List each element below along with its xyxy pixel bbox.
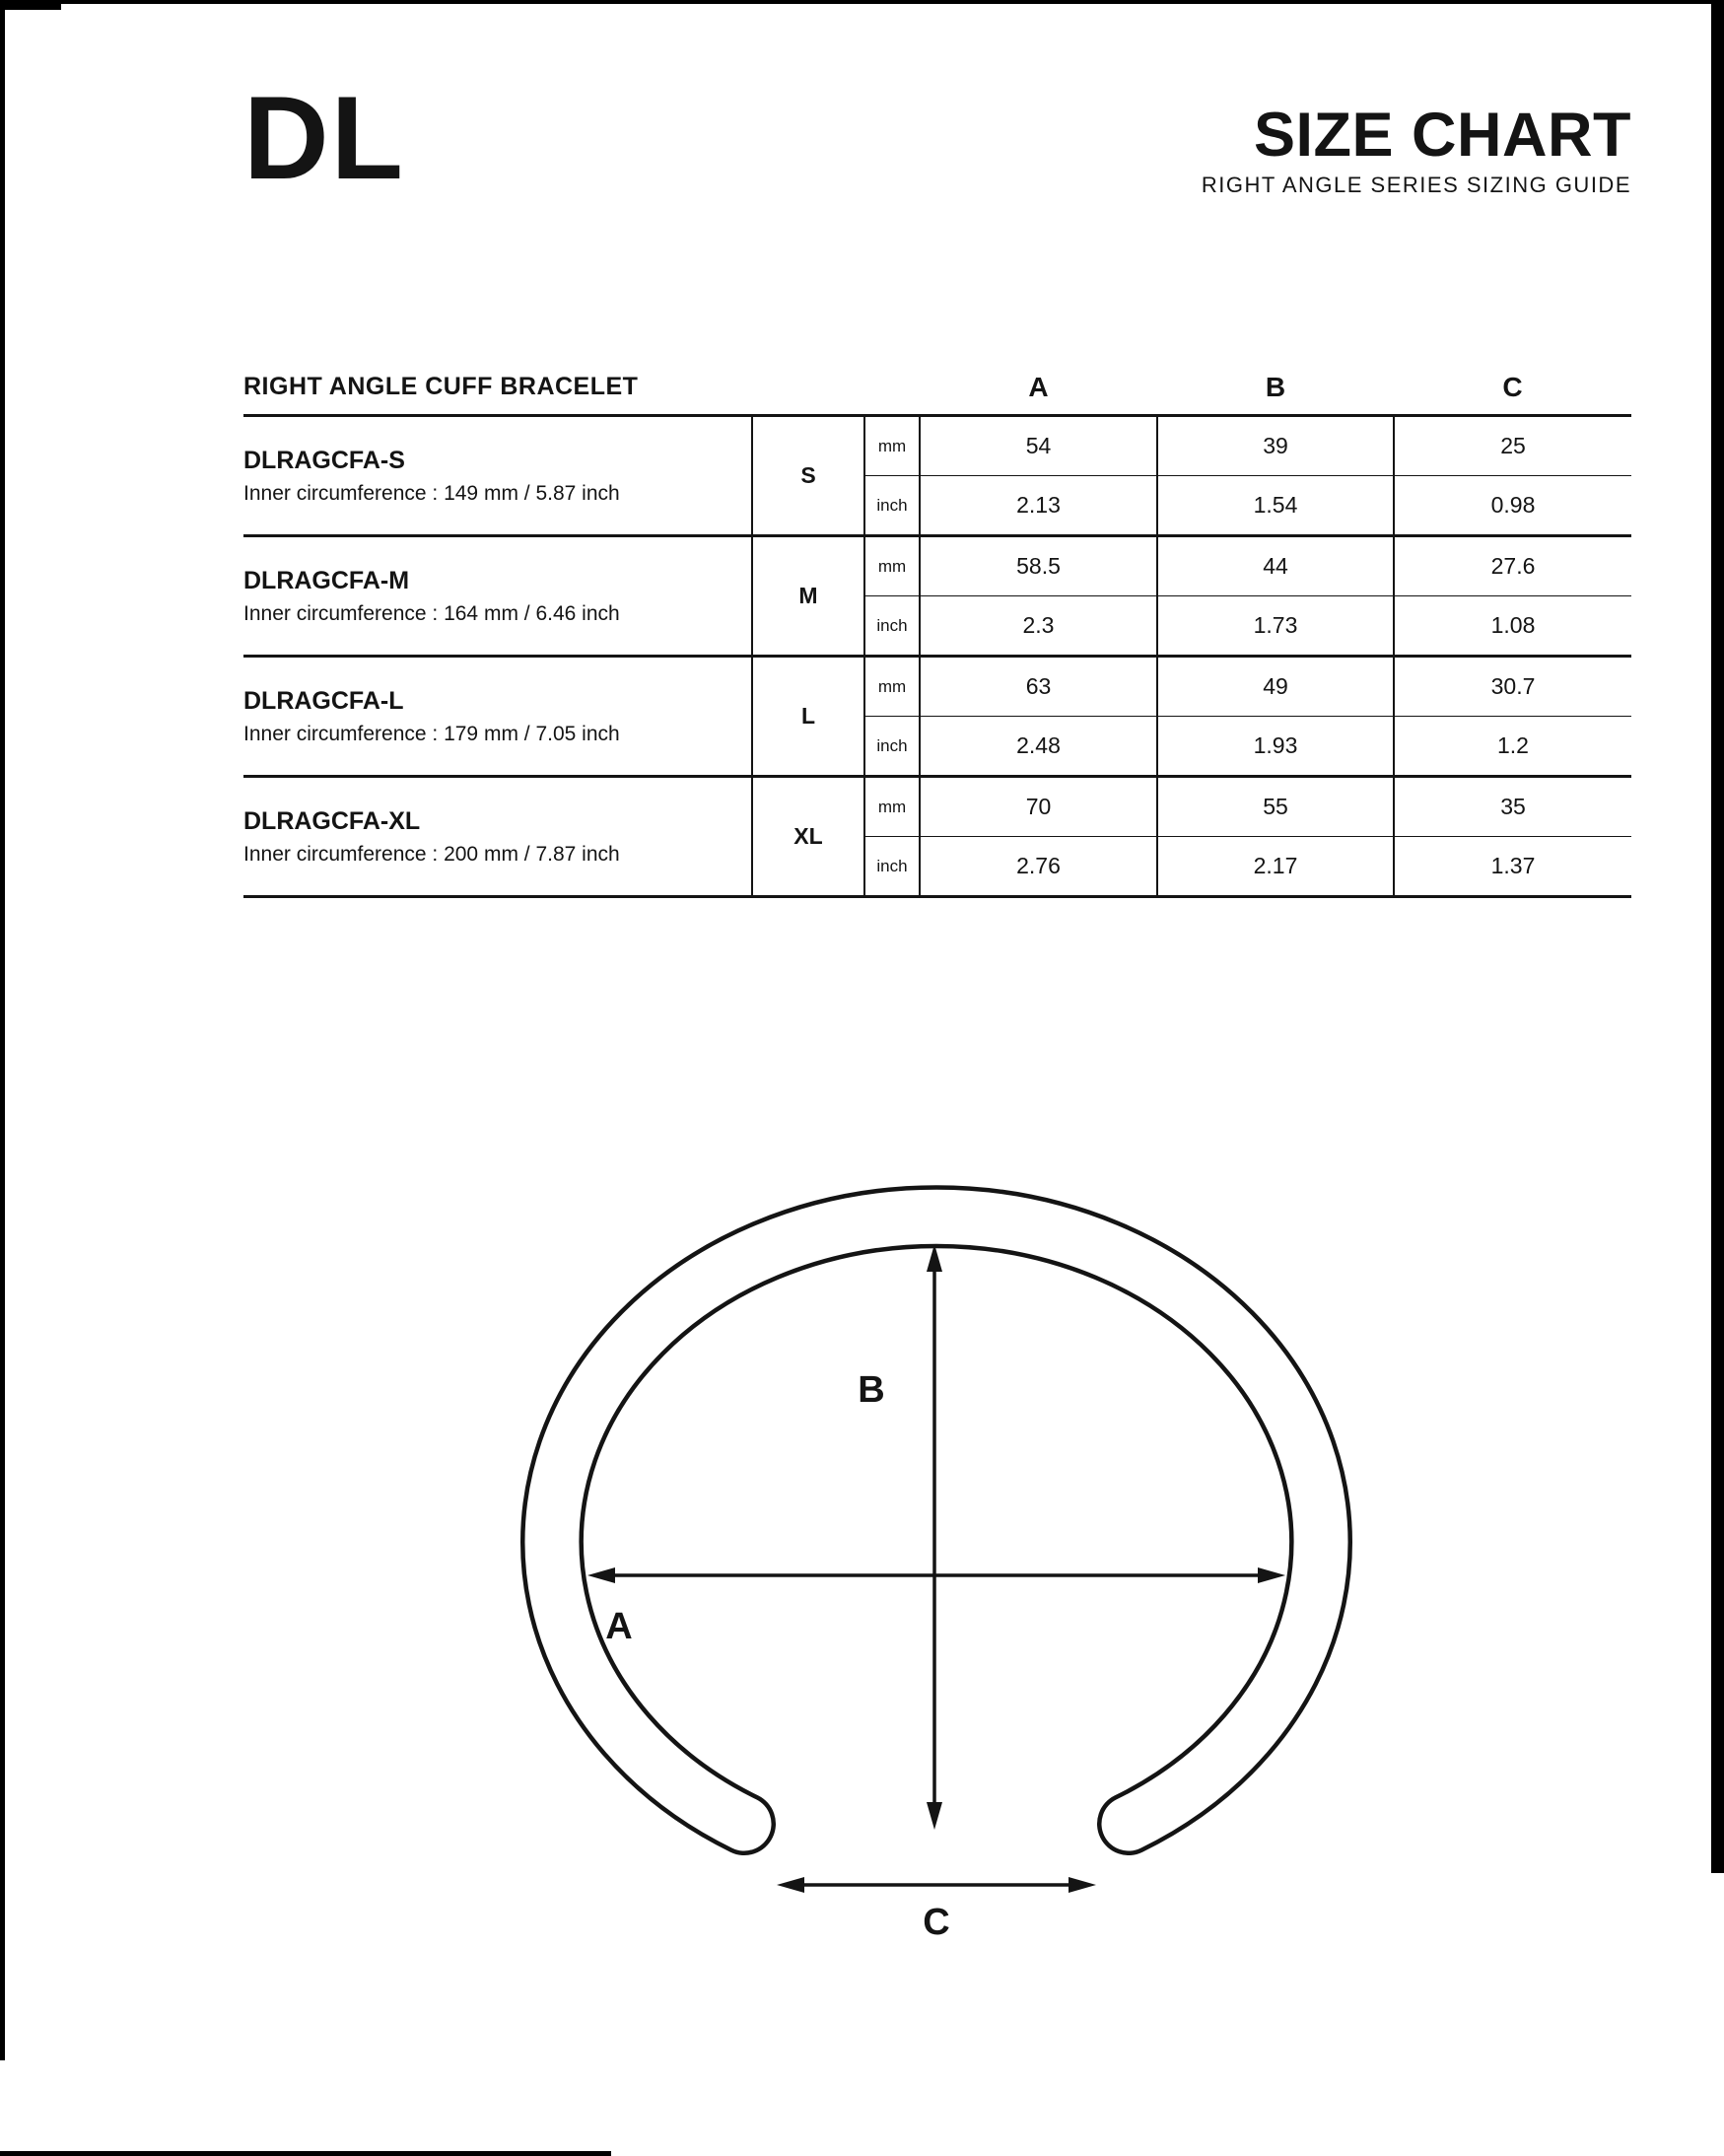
table-title: RIGHT ANGLE CUFF BRACELET [243,360,920,416]
value-b-mm: 44 [1157,536,1394,596]
unit-label-inch: inch [864,476,920,536]
value-c-mm: 25 [1394,416,1631,476]
table-row [243,657,1631,717]
title-block [1201,101,1631,197]
dimension-arrow-a [587,1567,1285,1583]
value-c-inch: 0.98 [1394,476,1631,536]
table-row [243,777,1631,837]
product-cell [243,657,752,777]
product-cell [243,777,752,897]
dimension-arrow-b [927,1244,942,1830]
size-label: XL [752,777,864,897]
product-cell [243,536,752,657]
dimension-label-b: B [858,1369,885,1411]
value-b-mm: 39 [1157,416,1394,476]
column-header-a: A [920,360,1157,416]
value-c-mm: 27.6 [1394,536,1631,596]
unit-label-mm: mm [864,536,920,596]
scan-artifact-left [0,0,5,2060]
table-header-row [243,360,1631,416]
value-b-inch: 2.17 [1157,837,1394,897]
value-b-mm: 55 [1157,777,1394,837]
dimension-label-c: C [923,1902,950,1943]
size-label: S [752,416,864,536]
value-b-inch: 1.73 [1157,596,1394,657]
value-c-inch: 1.37 [1394,837,1631,897]
product-model: DLRAGCFA-XL [243,806,421,835]
product-model: DLRAGCFA-S [243,446,405,474]
brand-logo: DL [243,72,405,204]
dimension-label-a: A [605,1606,633,1647]
value-c-inch: 1.08 [1394,596,1631,657]
product-description: Inner circumference : 149 mm / 5.87 inch [243,481,620,505]
scan-artifact-right [1711,0,1724,1873]
table-row [243,536,1631,596]
unit-label-mm: mm [864,657,920,717]
scan-artifact-corner [0,0,61,10]
product-description: Inner circumference : 164 mm / 6.46 inch [243,601,620,625]
scan-artifact-top [0,0,1724,4]
dimension-arrow-c [777,1877,1096,1893]
product-cell [243,416,752,536]
column-header-b: B [1157,360,1394,416]
value-b-mm: 49 [1157,657,1394,717]
bracelet-diagram [394,1134,1429,1982]
value-b-inch: 1.93 [1157,717,1394,777]
value-b-inch: 1.54 [1157,476,1394,536]
value-a-inch: 2.48 [920,717,1157,777]
table-row [243,416,1631,476]
product-description: Inner circumference : 179 mm / 7.05 inch [243,722,620,745]
size-label: L [752,657,864,777]
value-c-mm: 35 [1394,777,1631,837]
unit-label-mm: mm [864,777,920,837]
unit-label-inch: inch [864,717,920,777]
value-c-mm: 30.7 [1394,657,1631,717]
unit-label-inch: inch [864,837,920,897]
column-header-c: C [1394,360,1631,416]
value-a-mm: 58.5 [920,536,1157,596]
value-a-inch: 2.13 [920,476,1157,536]
value-a-inch: 2.3 [920,596,1157,657]
value-a-mm: 70 [920,777,1157,837]
page-subtitle: RIGHT ANGLE SERIES SIZING GUIDE [1201,173,1631,197]
value-a-mm: 63 [920,657,1157,717]
value-a-inch: 2.76 [920,837,1157,897]
value-c-inch: 1.2 [1394,717,1631,777]
unit-label-inch: inch [864,596,920,657]
unit-label-mm: mm [864,416,920,476]
size-chart-table [243,360,1631,898]
product-description: Inner circumference : 200 mm / 7.87 inch [243,842,620,866]
size-label: M [752,536,864,657]
scan-artifact-bottom [0,2151,611,2156]
product-model: DLRAGCFA-L [243,686,404,715]
product-model: DLRAGCFA-M [243,566,410,594]
value-a-mm: 54 [920,416,1157,476]
page-title: SIZE CHART [1254,101,1631,170]
